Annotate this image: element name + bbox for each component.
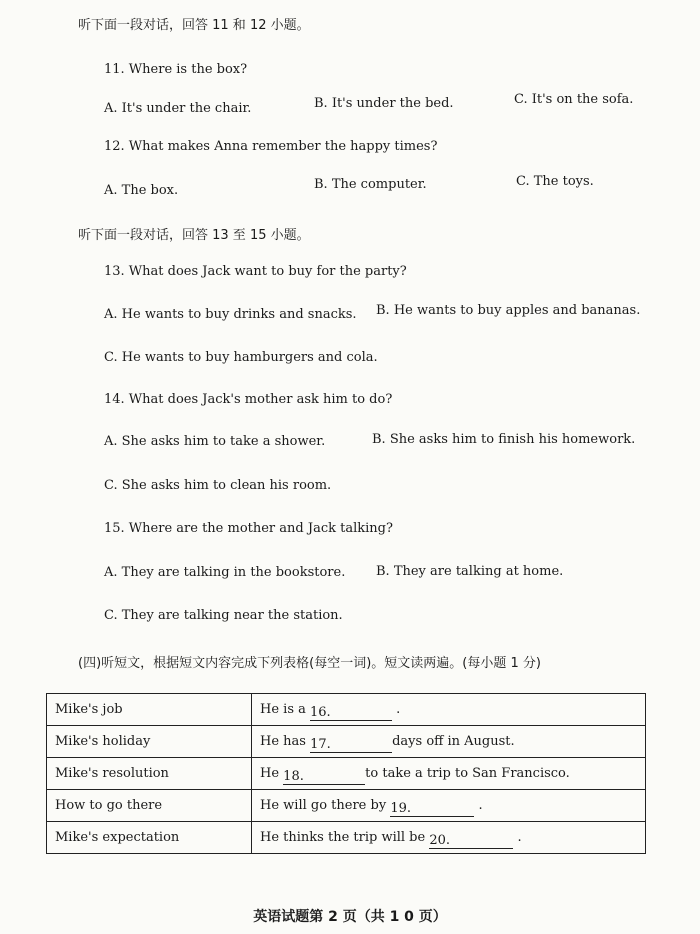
table-row xyxy=(47,694,646,726)
sentence-pre: He has xyxy=(260,733,311,749)
q15-option-c: C. They are talking near the station. xyxy=(104,608,343,623)
sentence-post: to take a trip to San Francisco. xyxy=(365,765,570,781)
q14-option-a: A. She asks him to take a shower. xyxy=(104,434,326,449)
blank-number: 19. xyxy=(390,800,411,816)
q15-option-b: B. They are talking at home. xyxy=(376,564,564,579)
table-row xyxy=(47,822,646,854)
row-label: Mike's resolution xyxy=(47,758,252,790)
q13-stem: 13. What does Jack want to buy for the party? xyxy=(104,264,407,279)
q13-option-c: C. He wants to buy hamburgers and cola. xyxy=(104,350,378,365)
answer-blank-20[interactable] xyxy=(429,833,513,849)
answer-blank-18[interactable] xyxy=(283,769,365,785)
row-label: How to go there xyxy=(47,790,252,822)
blank-number: 18. xyxy=(283,768,304,784)
q11-option-a: A. It's under the chair. xyxy=(104,101,252,116)
section-intro-2: 听下面一段对话，回答 13 至 15 小题。 xyxy=(78,228,310,243)
q13-option-b: B. He wants to buy apples and bananas. xyxy=(376,303,641,318)
answer-blank-19[interactable] xyxy=(390,801,474,817)
q12-option-b: B. The computer. xyxy=(314,177,427,192)
sentence-post: days off in August. xyxy=(392,733,515,749)
sentence-post: . xyxy=(513,829,522,845)
row-label: Mike's holiday xyxy=(47,726,252,758)
fill-in-table xyxy=(46,693,646,854)
blank-number: 16. xyxy=(310,704,331,720)
answer-blank-16[interactable] xyxy=(310,705,392,721)
sentence-post: . xyxy=(392,701,401,717)
q12-option-c: C. The toys. xyxy=(516,174,594,189)
q14-stem: 14. What does Jack's mother ask him to do? xyxy=(104,392,393,407)
page-footer: 英语试题第 2 页（共 1 0 页） xyxy=(253,909,447,925)
section-intro-1: 听下面一段对话，回答 11 和 12 小题。 xyxy=(78,18,310,33)
q12-stem: 12. What makes Anna remember the happy times? xyxy=(104,139,438,154)
table-row xyxy=(47,790,646,822)
blank-number: 20. xyxy=(429,832,451,848)
row-sentence xyxy=(252,726,646,758)
table-row xyxy=(47,726,646,758)
row-sentence xyxy=(252,822,646,854)
q11-option-b: B. It's under the bed. xyxy=(314,96,454,111)
blank-number: 17. xyxy=(310,736,331,752)
q11-stem: 11. Where is the box? xyxy=(104,62,248,77)
q12-option-a: A. The box. xyxy=(104,183,179,198)
sentence-pre: He is a xyxy=(260,701,311,717)
row-label: Mike's expectation xyxy=(47,822,252,854)
q14-option-c: C. She asks him to clean his room. xyxy=(104,478,332,493)
answer-blank-17[interactable] xyxy=(310,737,392,753)
sentence-pre: He thinks the trip will be xyxy=(260,829,430,845)
row-sentence xyxy=(252,694,646,726)
q15-stem: 15. Where are the mother and Jack talking? xyxy=(104,521,393,536)
q15-option-a: A. They are talking in the bookstore. xyxy=(104,565,346,580)
row-sentence xyxy=(252,790,646,822)
row-sentence xyxy=(252,758,646,790)
q14-option-b: B. She asks him to finish his homework. xyxy=(372,432,636,447)
sentence-post: . xyxy=(474,797,483,813)
section4-heading: (四)听短文，根据短文内容完成下列表格(每空一词)。短文读两遍。(每小题 1 分) xyxy=(78,656,541,671)
table-row xyxy=(47,758,646,790)
q11-option-c: C. It's on the sofa. xyxy=(514,92,634,107)
sentence-pre: He will go there by xyxy=(260,797,391,813)
row-label: Mike's job xyxy=(47,694,252,726)
sentence-pre: He xyxy=(260,765,284,781)
q13-option-a: A. He wants to buy drinks and snacks. xyxy=(104,307,357,322)
